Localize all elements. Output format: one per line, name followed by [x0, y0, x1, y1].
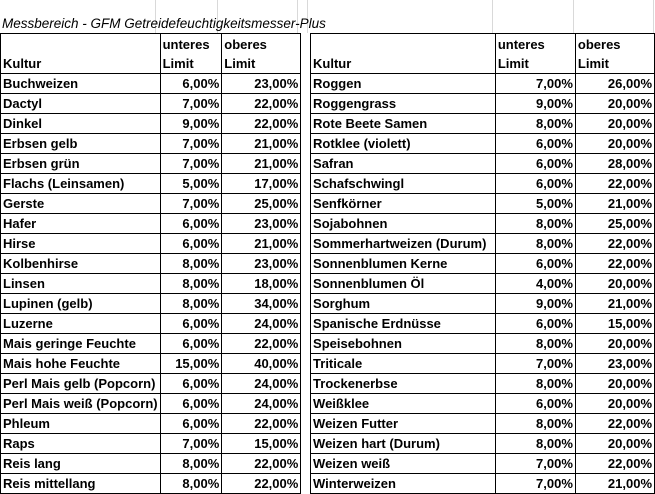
table-row [1, 374, 655, 394]
kultur-cell[interactable]: Mais hohe Feuchte [1, 354, 161, 374]
kultur-cell[interactable]: Hirse [1, 234, 161, 254]
kultur-cell[interactable]: Mais geringe Feuchte [1, 334, 161, 354]
unteres-limit-cell[interactable]: 6,00% [495, 314, 575, 334]
header-unteres-line1: unteres [497, 37, 545, 52]
kultur-cell[interactable]: Dinkel [1, 114, 161, 134]
table-row [1, 434, 655, 454]
unteres-limit-cell[interactable]: 7,00% [495, 474, 575, 494]
oberes-limit-cell[interactable]: 15,00% [575, 314, 654, 334]
oberes-limit-cell[interactable]: 20,00% [575, 434, 654, 454]
header-unteres-line2: Limit [162, 56, 194, 71]
kultur-cell[interactable]: Raps [1, 434, 161, 454]
kultur-cell[interactable]: Reis lang [1, 454, 161, 474]
data-table [0, 33, 655, 494]
gridline [573, 0, 574, 33]
gap-column [301, 74, 311, 94]
header-row [1, 34, 655, 74]
header-oberes-line1: oberes [577, 37, 621, 52]
kultur-cell[interactable]: Perl Mais gelb (Popcorn) [1, 374, 161, 394]
kultur-cell[interactable]: Trockenerbse [311, 374, 496, 394]
unteres-limit-cell[interactable]: 7,00% [160, 94, 222, 114]
sheet-title: Messbereich - GFM Getreidefeuchtigkeitsmesser-Plus [2, 16, 326, 31]
unteres-limit-cell[interactable]: 5,00% [160, 174, 222, 194]
oberes-limit-cell[interactable]: 23,00% [222, 254, 301, 274]
oberes-limit-cell[interactable]: 22,00% [575, 454, 654, 474]
oberes-limit-cell[interactable]: 21,00% [575, 294, 654, 314]
gap-column [301, 174, 311, 194]
oberes-limit-cell[interactable]: 23,00% [222, 74, 301, 94]
kultur-cell[interactable]: Perl Mais weiß (Popcorn) [1, 394, 161, 414]
kultur-cell[interactable]: Lupinen (gelb) [1, 294, 161, 314]
unteres-limit-cell[interactable]: 8,00% [160, 294, 222, 314]
header-oberes-right[interactable] [575, 34, 654, 74]
kultur-cell[interactable]: Sonnenblumen Öl [311, 274, 496, 294]
unteres-limit-cell[interactable]: 9,00% [495, 94, 575, 114]
kultur-cell[interactable]: Safran [311, 154, 496, 174]
gap-column [301, 294, 311, 314]
unteres-limit-cell[interactable]: 6,00% [495, 394, 575, 414]
oberes-limit-cell[interactable]: 40,00% [222, 354, 301, 374]
unteres-limit-cell[interactable]: 8,00% [495, 434, 575, 454]
unteres-limit-cell[interactable]: 6,00% [160, 74, 222, 94]
unteres-limit-cell[interactable]: 8,00% [160, 254, 222, 274]
oberes-limit-cell[interactable]: 34,00% [222, 294, 301, 314]
table-row [1, 334, 655, 354]
gap-column [301, 134, 311, 154]
unteres-limit-cell[interactable]: 6,00% [160, 234, 222, 254]
header-oberes-line2: Limit [577, 56, 609, 71]
unteres-limit-cell[interactable]: 8,00% [160, 274, 222, 294]
kultur-cell[interactable]: Sojabohnen [311, 214, 496, 234]
header-unteres-right[interactable] [495, 34, 575, 74]
kultur-cell[interactable]: Weizen hart (Durum) [311, 434, 496, 454]
unteres-limit-cell[interactable]: 8,00% [495, 234, 575, 254]
oberes-limit-cell[interactable]: 20,00% [575, 94, 654, 114]
oberes-limit-cell[interactable]: 22,00% [222, 334, 301, 354]
table-row [1, 454, 655, 474]
oberes-limit-cell[interactable]: 18,00% [222, 274, 301, 294]
kultur-cell[interactable]: Sonnenblumen Kerne [311, 254, 496, 274]
oberes-limit-cell[interactable]: 28,00% [575, 154, 654, 174]
kultur-cell[interactable]: Erbsen grün [1, 154, 161, 174]
kultur-cell[interactable]: Roggen [311, 74, 496, 94]
gap-column [301, 474, 311, 494]
kultur-cell[interactable]: Luzerne [1, 314, 161, 334]
table-row [1, 174, 655, 194]
oberes-limit-cell[interactable]: 21,00% [222, 134, 301, 154]
unteres-limit-cell[interactable]: 5,00% [495, 194, 575, 214]
unteres-limit-cell[interactable]: 8,00% [495, 114, 575, 134]
kultur-cell[interactable]: Linsen [1, 274, 161, 294]
kultur-cell[interactable]: Hafer [1, 214, 161, 234]
oberes-limit-cell[interactable]: 22,00% [222, 94, 301, 114]
header-unteres-line1: unteres [162, 37, 210, 52]
table-row [1, 254, 655, 274]
unteres-limit-cell[interactable]: 7,00% [160, 194, 222, 214]
unteres-limit-cell[interactable]: 6,00% [160, 214, 222, 234]
oberes-limit-cell[interactable]: 22,00% [222, 454, 301, 474]
oberes-limit-cell[interactable]: 25,00% [222, 194, 301, 214]
unteres-limit-cell[interactable]: 6,00% [160, 314, 222, 334]
gap-column [301, 234, 311, 254]
kultur-cell[interactable]: Rote Beete Samen [311, 114, 496, 134]
oberes-limit-cell[interactable]: 23,00% [575, 354, 654, 374]
gap-column [301, 434, 311, 454]
gap-column [301, 254, 311, 274]
unteres-limit-cell[interactable]: 8,00% [160, 474, 222, 494]
kultur-cell[interactable]: Schafschwingl [311, 174, 496, 194]
kultur-cell[interactable]: Rotklee (violett) [311, 134, 496, 154]
unteres-limit-cell[interactable]: 7,00% [495, 74, 575, 94]
unteres-limit-cell[interactable]: 8,00% [495, 334, 575, 354]
table-row [1, 414, 655, 434]
gap-column [301, 334, 311, 354]
oberes-limit-cell[interactable]: 24,00% [222, 374, 301, 394]
oberes-limit-cell[interactable]: 20,00% [575, 374, 654, 394]
kultur-cell[interactable]: Sommerhartweizen (Durum) [311, 234, 496, 254]
kultur-cell[interactable]: Sorghum [311, 294, 496, 314]
unteres-limit-cell[interactable]: 6,00% [495, 174, 575, 194]
gap-column [301, 34, 311, 74]
kultur-cell[interactable]: Erbsen gelb [1, 134, 161, 154]
table-row [1, 274, 655, 294]
header-kultur-right[interactable]: Kultur [311, 34, 496, 74]
gap-column [301, 274, 311, 294]
gap-column [301, 194, 311, 214]
kultur-cell[interactable]: Triticale [311, 354, 496, 374]
unteres-limit-cell[interactable]: 8,00% [495, 214, 575, 234]
table-row [1, 114, 655, 134]
oberes-limit-cell[interactable]: 24,00% [222, 394, 301, 414]
unteres-limit-cell[interactable]: 15,00% [160, 354, 222, 374]
gap-column [301, 94, 311, 114]
kultur-cell[interactable]: Reis mittellang [1, 474, 161, 494]
unteres-limit-cell[interactable]: 7,00% [495, 354, 575, 374]
gap-column [301, 454, 311, 474]
unteres-limit-cell[interactable]: 6,00% [495, 154, 575, 174]
gap-column [301, 394, 311, 414]
unteres-limit-cell[interactable]: 6,00% [160, 414, 222, 434]
table-row [1, 354, 655, 374]
oberes-limit-cell[interactable]: 22,00% [575, 174, 654, 194]
table-row [1, 134, 655, 154]
oberes-limit-cell[interactable]: 17,00% [222, 174, 301, 194]
oberes-limit-cell[interactable]: 20,00% [575, 394, 654, 414]
unteres-limit-cell[interactable]: 8,00% [495, 374, 575, 394]
unteres-limit-cell[interactable]: 7,00% [160, 134, 222, 154]
kultur-cell[interactable]: Phleum [1, 414, 161, 434]
oberes-limit-cell[interactable]: 21,00% [575, 474, 654, 494]
oberes-limit-cell[interactable]: 20,00% [575, 274, 654, 294]
oberes-limit-cell[interactable]: 20,00% [575, 134, 654, 154]
oberes-limit-cell[interactable]: 22,00% [575, 414, 654, 434]
oberes-limit-cell[interactable]: 22,00% [222, 114, 301, 134]
unteres-limit-cell[interactable]: 7,00% [160, 154, 222, 174]
unteres-limit-cell[interactable]: 4,00% [495, 274, 575, 294]
unteres-limit-cell[interactable]: 9,00% [160, 114, 222, 134]
unteres-limit-cell[interactable]: 8,00% [160, 454, 222, 474]
kultur-cell[interactable]: Weizen Futter [311, 414, 496, 434]
oberes-limit-cell[interactable]: 20,00% [575, 334, 654, 354]
gap-column [301, 314, 311, 334]
oberes-limit-cell[interactable]: 20,00% [575, 114, 654, 134]
unteres-limit-cell[interactable]: 7,00% [160, 434, 222, 454]
oberes-limit-cell[interactable]: 22,00% [222, 474, 301, 494]
kultur-cell[interactable]: Spanische Erdnüsse [311, 314, 496, 334]
header-oberes-line1: oberes [224, 37, 267, 52]
unteres-limit-cell[interactable]: 6,00% [160, 374, 222, 394]
oberes-limit-cell[interactable]: 23,00% [222, 214, 301, 234]
table-row [1, 234, 655, 254]
table-row [1, 474, 655, 494]
table-row [1, 214, 655, 234]
kultur-cell[interactable]: Gerste [1, 194, 161, 214]
header-unteres-left[interactable] [160, 34, 222, 74]
header-unteres-line2: Limit [497, 56, 529, 71]
table-row [1, 94, 655, 114]
kultur-cell[interactable]: Kolbenhirse [1, 254, 161, 274]
oberes-limit-cell[interactable]: 22,00% [575, 254, 654, 274]
oberes-limit-cell[interactable]: 21,00% [222, 154, 301, 174]
kultur-cell[interactable]: Weizen weiß [311, 454, 496, 474]
oberes-limit-cell[interactable]: 22,00% [222, 414, 301, 434]
unteres-limit-cell[interactable]: 7,00% [495, 454, 575, 474]
gap-column [301, 414, 311, 434]
kultur-cell[interactable]: Weißklee [311, 394, 496, 414]
gap-column [301, 374, 311, 394]
kultur-cell[interactable]: Senfkörner [311, 194, 496, 214]
oberes-limit-cell[interactable]: 26,00% [575, 74, 654, 94]
kultur-cell[interactable]: Roggengrass [311, 94, 496, 114]
gap-column [301, 114, 311, 134]
table-row [1, 74, 655, 94]
oberes-limit-cell[interactable]: 15,00% [222, 434, 301, 454]
table-row [1, 154, 655, 174]
kultur-cell[interactable]: Buchweizen [1, 74, 161, 94]
gridline [492, 0, 493, 33]
table-row [1, 394, 655, 414]
oberes-limit-cell[interactable]: 21,00% [575, 194, 654, 214]
gap-column [301, 154, 311, 174]
gridline [653, 0, 654, 33]
oberes-limit-cell[interactable]: 25,00% [575, 214, 654, 234]
unteres-limit-cell[interactable]: 9,00% [495, 294, 575, 314]
kultur-cell[interactable]: Winterweizen [311, 474, 496, 494]
kultur-cell[interactable]: Dactyl [1, 94, 161, 114]
header-kultur-left[interactable]: Kultur [1, 34, 161, 74]
kultur-cell[interactable]: Speisebohnen [311, 334, 496, 354]
header-oberes-left[interactable] [222, 34, 301, 74]
table-row [1, 294, 655, 314]
unteres-limit-cell[interactable]: 6,00% [495, 254, 575, 274]
oberes-limit-cell[interactable]: 24,00% [222, 314, 301, 334]
gap-column [301, 214, 311, 234]
unteres-limit-cell[interactable]: 8,00% [495, 414, 575, 434]
header-oberes-line2: Limit [224, 56, 256, 71]
table-row [1, 194, 655, 214]
gap-column [301, 354, 311, 374]
unteres-limit-cell[interactable]: 6,00% [160, 394, 222, 414]
oberes-limit-cell[interactable]: 22,00% [575, 234, 654, 254]
kultur-cell[interactable]: Flachs (Leinsamen) [1, 174, 161, 194]
oberes-limit-cell[interactable]: 21,00% [222, 234, 301, 254]
unteres-limit-cell[interactable]: 6,00% [160, 334, 222, 354]
unteres-limit-cell[interactable]: 6,00% [495, 134, 575, 154]
table-row [1, 314, 655, 334]
